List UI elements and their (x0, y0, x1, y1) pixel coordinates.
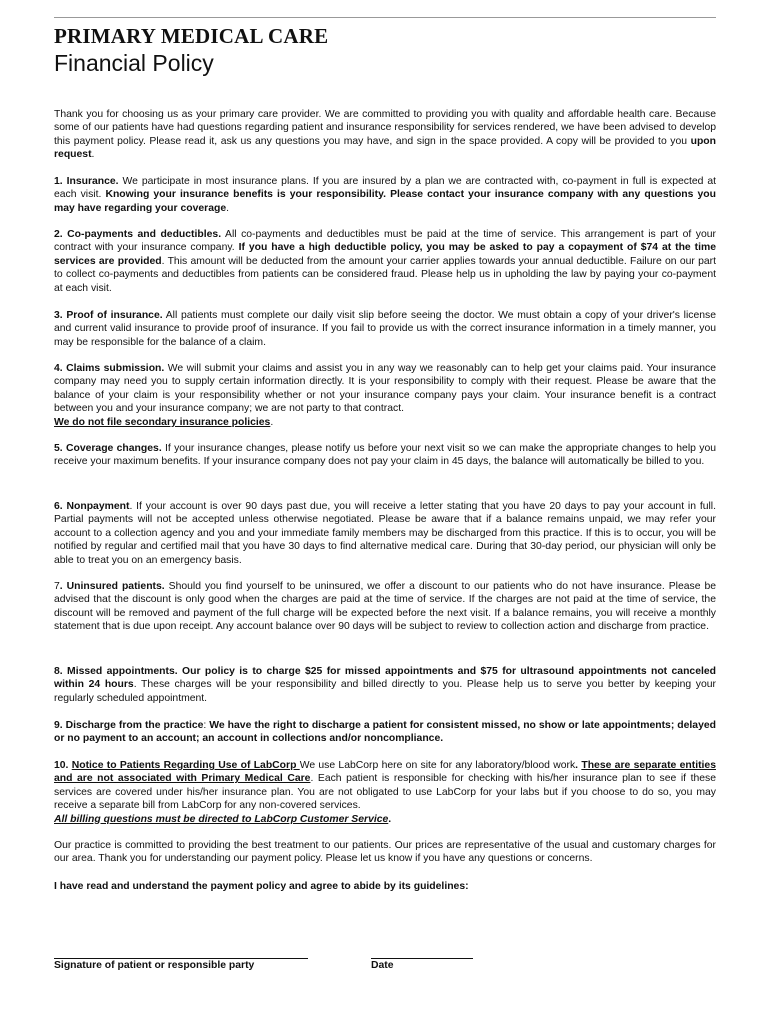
section-claims-submission (54, 362, 716, 429)
section-number: 7 (54, 581, 60, 592)
closing-paragraph (54, 839, 716, 866)
section-labcorp-notice (54, 759, 716, 826)
section-text: . If your account is over 90 days past due, you will receive a letter stating that you have 20 days to pay your account in full. Partial payments will not be accepted unless otherwise negotiated. Please be aware that if a balance remains unpaid, we may refer your account to a collection agency and you and your immediate family members may be discharged from this practice. If this is to occur, you will be notified by regular and certified mail that you have 30 days to find alternative medical care. During that 30-day period, our physician will only be able to treat you on an emergency basis. (54, 501, 717, 566)
section-end: . (226, 202, 229, 214)
section-nonpayment (54, 500, 716, 567)
acknowledgement-text: I have read and understand the payment policy and agree to abide by its guidelines: (54, 881, 469, 892)
section-heading: 9. Discharge from the practice (54, 720, 204, 731)
section-text: . These charges will be your responsibility and billed directly to you. Please help us to serve you better by keeping your regularly scheduled appointment. (54, 679, 716, 704)
section-bold-italic: All billing questions must be directed to LabCorp Customer Service (54, 813, 389, 825)
org-name: PRIMARY MEDICAL CARE (54, 24, 329, 48)
section-proof-of-insurance (54, 309, 716, 349)
section-dot: . (575, 760, 582, 771)
section-bold-underline: These are separate entities and are not associated with Primary Medical Care (54, 760, 716, 785)
section-bold: If you have a high deductible policy, you may be asked to pay a copayment of $74 at the time services are provided (54, 242, 716, 267)
section-heading: 2. Co-payments and deductibles. (54, 229, 222, 240)
section-heading: Notice to Patients Regarding Use of LabCorp (71, 760, 300, 771)
section-text: If your insurance changes, please notify us before your next visit so we can make the appropriate changes to help you receive your maximum benefits. If your insurance company does not pay your claim in 45 days, the balance will automatically be billed to you. (54, 443, 716, 468)
section-bold: We have the right to discharge a patient for consistent missed, no show or late appointments; delayed or no payment to an account; an account in collections and/or noncompliance. (54, 720, 716, 745)
page-title: Financial Policy (54, 50, 214, 76)
intro-paragraph (54, 108, 716, 162)
section-text-2: . Each patient is responsible for checking with his/her insurance plan to see if these services are covered under his/her insurance plan. You are not obligated to use LabCorp for your labs but if you choose to do so, you may receive a separate bill from LabCorp for any non-covered services. (54, 773, 716, 812)
date-label: Date (371, 960, 394, 971)
section-bold: Knowing your insurance benefits is your responsibility. Please contact your insurance company with any questions you may have regarding your coverage (54, 189, 716, 214)
section-text: All co-payments and deductibles must be paid at the time of service. This arrangement is part of your contract with your insurance company. (54, 229, 717, 254)
section-end: . (270, 416, 274, 428)
section-colon: : (203, 720, 210, 731)
section-copayments (54, 228, 716, 295)
section-coverage-changes (54, 442, 716, 469)
section-heading: . Uninsured patients. (59, 581, 165, 592)
intro-end: . (91, 149, 95, 161)
section-bold: 8. Missed appointments. Our policy is to charge $25 for missed appointments and $75 for ultrasound appointments not canceled within 24 hours (54, 666, 716, 691)
section-missed-appointments (54, 665, 716, 705)
date-line[interactable] (371, 958, 473, 959)
top-rule (54, 17, 716, 18)
section-text: We will submit your claims and assist you in any way we reasonably can to help get your claims paid. Your insurance company may need you to supply certain information directly. It is your responsibility to comply with their request. Please be aware that the balance of your claim is your responsibility whether or not your insurance company pays your claim. Your insurance benefit is a contract between you and your insurance company; we are not party to that contract. (54, 363, 717, 415)
signature-label: Signature of patient or responsible party (54, 960, 255, 971)
section-heading: 3. Proof of insurance. (54, 310, 163, 321)
section-insurance (54, 175, 716, 215)
section-uninsured-patients (54, 580, 716, 634)
section-discharge (54, 719, 716, 746)
intro-text: Thank you for choosing us as your primary care provider. We are committed to providing you with quality and affordable health care. Because some of our patients have had questions regarding patient and insurance responsibility for services rendered, we have been advised to develop this payment policy. Please read it, ask us any questions you may have, and sign in the space provided. A copy will be provided to you (54, 109, 716, 147)
intro-bold: upon request (54, 135, 716, 161)
section-heading: 1. Insurance. (54, 176, 119, 187)
section-heading: 6. Nonpayment (54, 501, 130, 512)
section-heading: 5. Coverage changes. (54, 443, 162, 454)
section-text-2: . This amount will be deducted from the amount your carrier applies towards your annual deductible. Failure on our part to collect co-payments and deductibles from patients can be considered fraud. Please help us in upholding the law by paying your co-payment at each visit. (54, 255, 717, 294)
section-text: Should you find yourself to be uninsured, we offer a discount to our patients who do not have insurance. Please be advised that the discount is only good when the charges are paid at the time of service. If the charges are not paid at the time of service, the discount will be removed and payment of the full charge will be expected before the next visit. If a balance remains, you will receive a monthly statement that is due upon receipt. Any account balance over 90 days will be subject to review to collection action and discharge from practice. (54, 581, 717, 633)
section-heading: 4. Claims submission. (54, 363, 165, 374)
section-number: 10. (54, 760, 72, 771)
section-text: We use LabCorp here on site for any laboratory/blood work (299, 760, 576, 771)
section-bold-underline: We do not file secondary insurance policies (54, 416, 271, 428)
section-text: We participate in most insurance plans. If you are insured by a plan we are contracted with, co-payment in full is expected at each visit. (54, 176, 716, 201)
closing-text: Our practice is committed to providing the best treatment to our patients. Our prices are representative of the usual and customary charges for our area. Thank you for understanding our payment policy. Please let us know if you have any questions or concerns. (54, 840, 716, 865)
section-text: All patients must complete our daily visit slip before seeing the doctor. We must obtain a copy of your driver's license and current valid insurance to provide proof of insurance. If you fail to provide us with the correct insurance information in a timely manner, you may be responsible for the balance of a claim. (54, 310, 716, 348)
section-end: . (388, 813, 392, 825)
signature-line[interactable] (54, 958, 308, 959)
acknowledgement-statement (54, 880, 716, 893)
